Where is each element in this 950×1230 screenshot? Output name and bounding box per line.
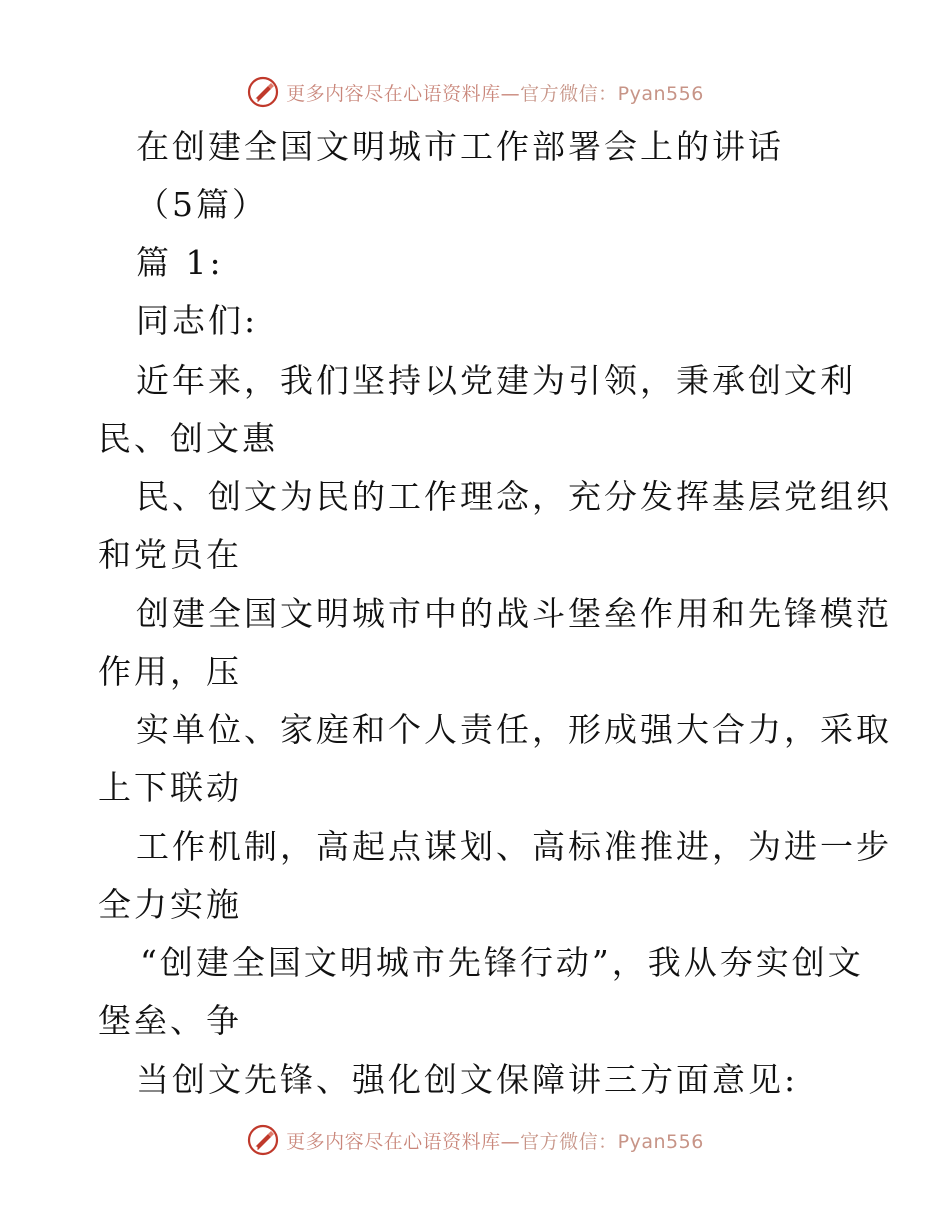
document-title-line-1: 在创建全国文明城市工作部署会上的讲话 [136,127,784,166]
body-line: 工作机制，高起点谋划、高标准推进，为进一步 [136,827,892,866]
salutation: 同志们: [136,301,259,340]
footer-watermark [0,1120,950,1160]
pen-logo-icon [246,1123,280,1157]
body-line: “创建全国文明城市先锋行动”，我从夯实创文 [140,943,864,982]
watermark-separator: — [500,82,521,105]
body-line: 民、创文惠 [98,419,278,458]
watermark-brand: 更多内容尽在心语资料库 [286,1130,501,1153]
watermark-text [286,1127,704,1154]
body-line: 近年来，我们坚持以党建为引领，秉承创文利 [136,361,856,400]
watermark-contact: 官方微信：Pyan556 [520,1130,704,1153]
body-line: 堡垒、争 [98,1001,242,1040]
body-line: 创建全国文明城市中的战斗堡垒作用和先锋模范 [136,594,892,633]
body-line: 全力实施 [98,885,242,924]
body-line: 和党员在 [98,535,242,574]
body-line: 当创文先锋、强化创文保障讲三方面意见: [136,1060,799,1099]
body-line: 民、创文为民的工作理念，充分发挥基层党组织 [136,477,892,516]
body-line: 上下联动 [98,768,242,807]
body-line: 作用，压 [98,652,242,691]
watermark-separator: — [500,1130,521,1153]
document-title-line-2: （5篇） [136,185,268,224]
watermark-brand: 更多内容尽在心语资料库 [286,82,501,105]
section-heading: 篇 1: [136,243,224,282]
body-line: 实单位、家庭和个人责任，形成强大合力，采取 [136,710,892,749]
watermark-contact: 官方微信：Pyan556 [520,82,704,105]
